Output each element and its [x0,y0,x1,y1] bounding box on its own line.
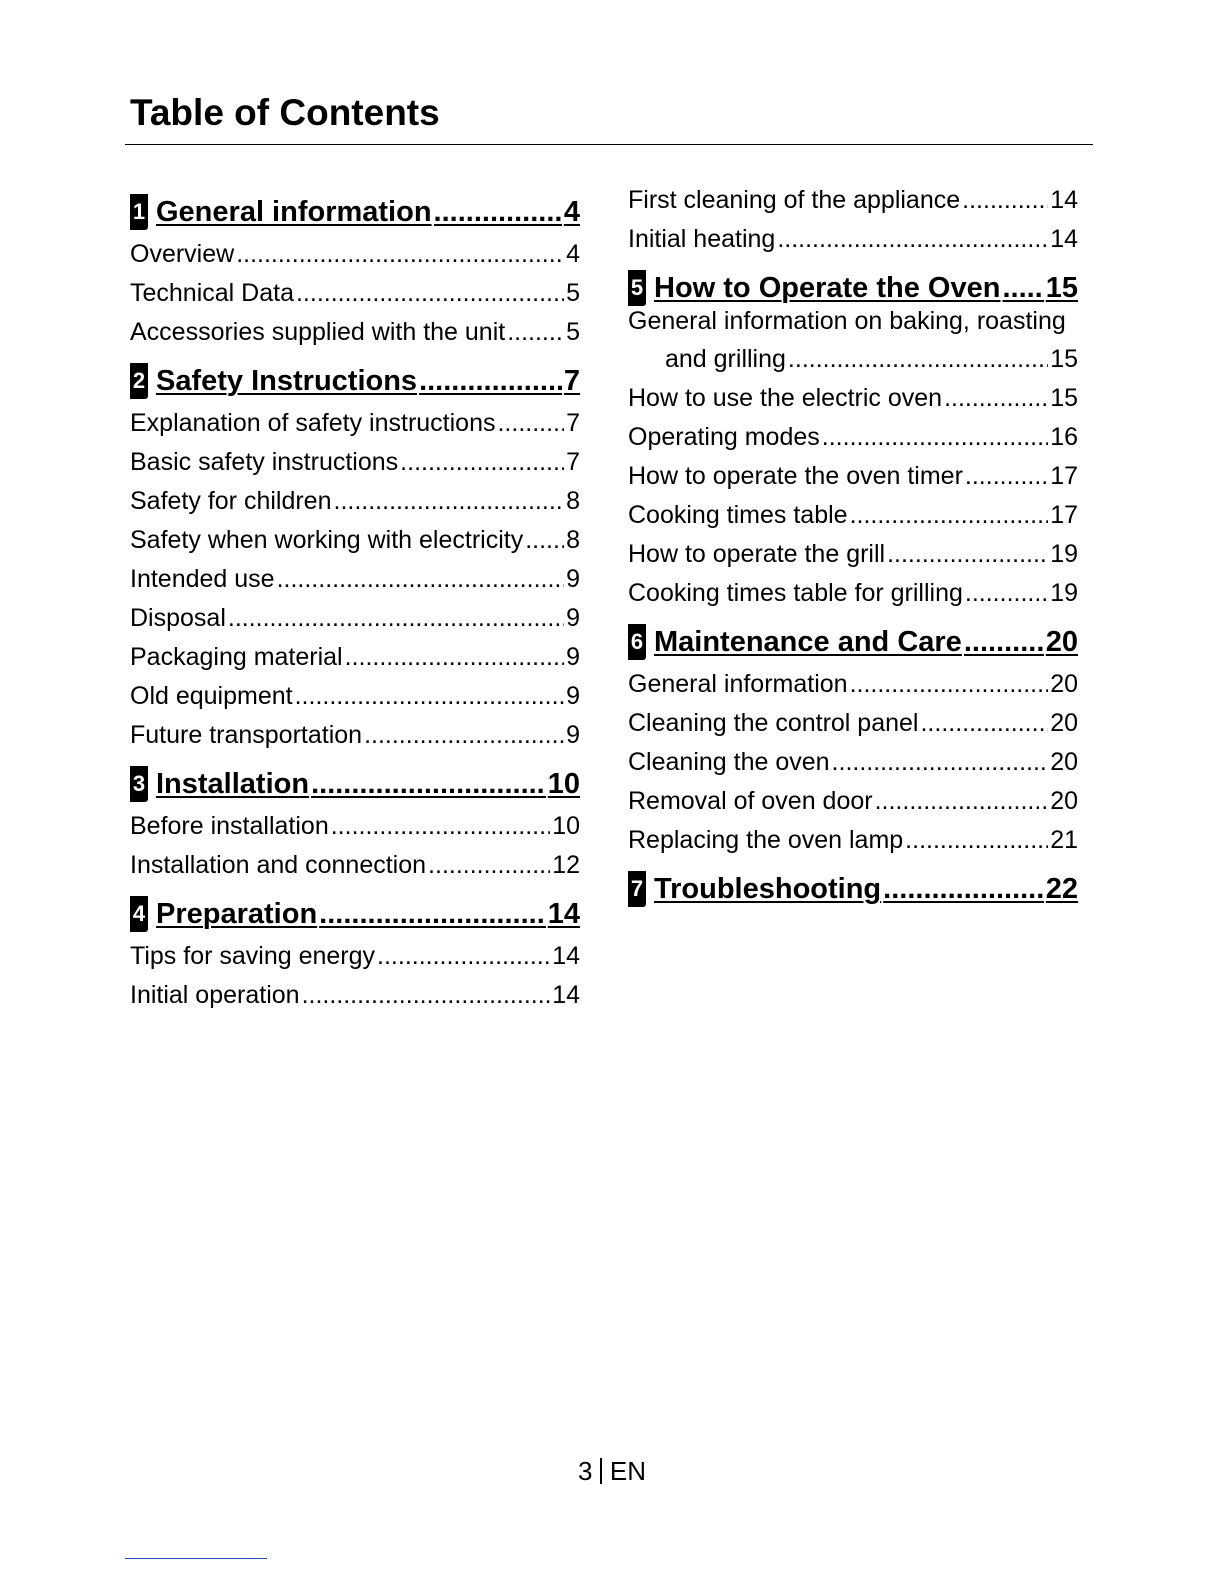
entry-label: Explanation of safety instructions [130,409,496,437]
dot-leader [236,239,564,269]
entry-label: Safety when working with electricity [130,526,524,554]
toc-entry[interactable] [628,374,1078,413]
dot-leader [228,603,564,633]
section-heading-link[interactable] [628,863,1078,907]
toc-entry[interactable] [628,816,1078,855]
section-page-number: 15 [1045,272,1078,304]
page-footer [0,1456,1224,1487]
section-number-badge: 4 [130,896,148,932]
dot-leader [777,224,1048,254]
toc-left-column [130,184,580,1018]
footer-language: EN [609,1456,647,1486]
entry-label: Initial operation [130,981,300,1009]
entry-page-number: 7 [566,409,580,437]
entry-label: Basic safety instructions [130,448,399,476]
section-title: General information [156,196,432,228]
section-title: Maintenance and Care [654,626,962,658]
dot-leader [822,422,1048,452]
section-number-badge: 6 [628,624,646,660]
toc-entry[interactable] [130,633,580,672]
dot-leader [832,747,1049,777]
dot-leader [428,850,550,880]
entry-label: Initial heating [628,225,776,253]
toc-section-5 [628,262,1078,608]
dot-leader [377,941,550,971]
entry-page-number: 19 [1050,579,1078,607]
entry-page-number: 14 [1050,186,1078,214]
toc-entry[interactable] [628,176,1078,215]
entry-label: Disposal [130,604,226,632]
toc-entry[interactable] [628,413,1078,452]
section-title: How to Operate the Oven [654,272,1001,304]
dot-leader [434,194,562,230]
entry-page-number: 20 [1050,748,1078,776]
entry-label: Cooking times table for grilling [628,579,963,607]
dot-leader [311,766,546,802]
toc-entry[interactable] [130,399,580,438]
toc-entry[interactable] [130,711,580,750]
toc-entry[interactable] [130,555,580,594]
entry-page-number: 10 [552,812,580,840]
dot-leader [788,344,1048,374]
dot-leader [497,408,564,438]
entry-label: How to operate the grill [628,540,886,568]
dot-leader [419,363,562,399]
toc-entry[interactable] [628,530,1078,569]
entry-page-number: 20 [1050,670,1078,698]
entry-page-number: 21 [1050,826,1078,854]
entry-label: How to operate the oven timer [628,462,963,490]
entry-label: First cleaning of the appliance [628,186,961,214]
toc-entry[interactable] [130,672,580,711]
toc-entry[interactable] [628,491,1078,530]
section-number-badge: 1 [130,194,148,230]
toc-entry[interactable] [130,438,580,477]
section-heading-link[interactable] [130,186,580,230]
entry-label: How to use the electric oven [628,384,943,412]
dot-leader [887,539,1048,569]
toc-entry[interactable] [628,306,1078,374]
entry-page-number: 17 [1050,501,1078,529]
entry-page-number: 9 [566,643,580,671]
entry-page-number: 9 [566,721,580,749]
entry-label: Overview [130,240,235,268]
entry-page-number: 9 [566,682,580,710]
section-page-number: 22 [1045,873,1078,905]
footnote-rule [125,1558,267,1559]
toc-entry[interactable] [130,932,580,971]
entry-label: Safety for children [130,487,332,515]
entry-label: General information on baking, roasting [628,307,1066,335]
dot-leader [295,681,564,711]
toc-entry[interactable] [628,660,1078,699]
toc-section-4 [130,888,580,1010]
entry-label: Cleaning the oven [628,748,830,776]
toc-section-2 [130,355,580,750]
entry-label: Tips for saving energy [130,942,376,970]
entry-page-number: 7 [566,448,580,476]
entry-page-number: 17 [1050,462,1078,490]
entry-page-number: 14 [552,981,580,1009]
toc-entry[interactable] [130,802,580,841]
toc-entry[interactable] [628,738,1078,777]
section-heading-link[interactable] [130,758,580,802]
toc-entry[interactable] [130,971,580,1010]
entry-page-number: 5 [566,279,580,307]
entry-label: Operating modes [628,423,820,451]
dot-leader [944,383,1048,413]
dot-leader [965,461,1048,491]
entry-label: Future transportation [130,721,363,749]
entry-label: Packaging material [130,643,343,671]
dot-leader [345,642,564,672]
entry-page-number: 8 [566,526,580,554]
dot-leader [883,871,1044,907]
section-heading-link[interactable] [130,888,580,932]
section-page-number: 10 [547,768,580,800]
entry-page-number: 14 [1050,225,1078,253]
section-number-badge: 3 [130,766,148,802]
dot-leader [319,896,546,932]
entry-page-number: 14 [552,942,580,970]
entry-page-number: 15 [1050,345,1078,373]
section-number-badge: 7 [628,871,646,907]
toc-section-7 [628,863,1078,907]
toc-right-column [628,176,1078,915]
dot-leader [850,500,1049,530]
dot-leader [296,278,564,308]
entry-label: Replacing the oven lamp [628,826,904,854]
section-title: Safety Instructions [156,365,418,397]
section-title: Troubleshooting [654,873,882,905]
section-title: Installation [156,768,310,800]
toc-entry[interactable] [130,269,580,308]
toc-entry[interactable] [628,569,1078,608]
section-title: Preparation [156,898,318,930]
dot-leader [277,564,565,594]
toc-section-4-continued [628,176,1078,254]
title-divider [125,144,1093,145]
toc-entry[interactable] [130,230,580,269]
entry-page-number: 20 [1050,787,1078,815]
entry-label: Accessories supplied with the unit [130,318,506,346]
section-heading-link[interactable] [628,262,1078,306]
section-number-badge: 2 [130,363,148,399]
dot-leader [905,825,1048,855]
entry-label: Intended use [130,565,275,593]
dot-leader [1002,270,1043,306]
toc-entry[interactable] [130,308,580,347]
entry-page-number: 9 [566,565,580,593]
toc-section-3 [130,758,580,880]
dot-leader [964,624,1044,660]
entry-label: Cooking times table [628,501,848,529]
entry-label: Before installation [130,812,329,840]
section-page-number: 14 [547,898,580,930]
entry-page-number: 19 [1050,540,1078,568]
section-page-number: 7 [563,365,580,397]
toc-section-6 [628,616,1078,855]
entry-page-number: 15 [1050,384,1078,412]
entry-page-number: 16 [1050,423,1078,451]
toc-entry[interactable] [130,594,580,633]
dot-leader [525,525,564,555]
dot-leader [875,786,1049,816]
footer-separator [600,1458,602,1484]
dot-leader [334,486,565,516]
dot-leader [302,980,551,1010]
page-title: Table of Contents [130,92,440,133]
section-heading-link[interactable] [130,355,580,399]
dot-leader [850,669,1049,699]
entry-label: Technical Data [130,279,294,307]
section-page-number: 4 [563,196,580,228]
entry-page-number: 8 [566,487,580,515]
dot-leader [331,811,550,841]
entry-label: General information [628,670,848,698]
toc-entry[interactable] [130,477,580,516]
entry-label: Cleaning the control panel [628,709,919,737]
dot-leader [507,317,564,347]
section-number-badge: 5 [628,270,646,306]
entry-page-number: 20 [1050,709,1078,737]
entry-label-continued: and grilling [665,345,786,373]
entry-page-number: 9 [566,604,580,632]
dot-leader [920,708,1048,738]
dot-leader [962,185,1048,215]
dot-leader [965,578,1048,608]
toc-entry[interactable] [628,215,1078,254]
toc-section-1 [130,186,580,347]
section-heading-link[interactable] [628,616,1078,660]
toc-entry[interactable] [628,699,1078,738]
toc-entry[interactable] [628,777,1078,816]
section-page-number: 20 [1045,626,1078,658]
entry-label: Removal of oven door [628,787,873,815]
entry-label: Old equipment [130,682,293,710]
entry-page-number: 4 [566,240,580,268]
dot-leader [400,447,564,477]
entry-page-number: 5 [566,318,580,346]
toc-entry[interactable] [130,516,580,555]
entry-page-number: 12 [552,851,580,879]
toc-entry[interactable] [628,452,1078,491]
footer-page-number: 3 [577,1456,593,1486]
dot-leader [364,720,564,750]
toc-entry[interactable] [130,841,580,880]
entry-label: Installation and connection [130,851,427,879]
